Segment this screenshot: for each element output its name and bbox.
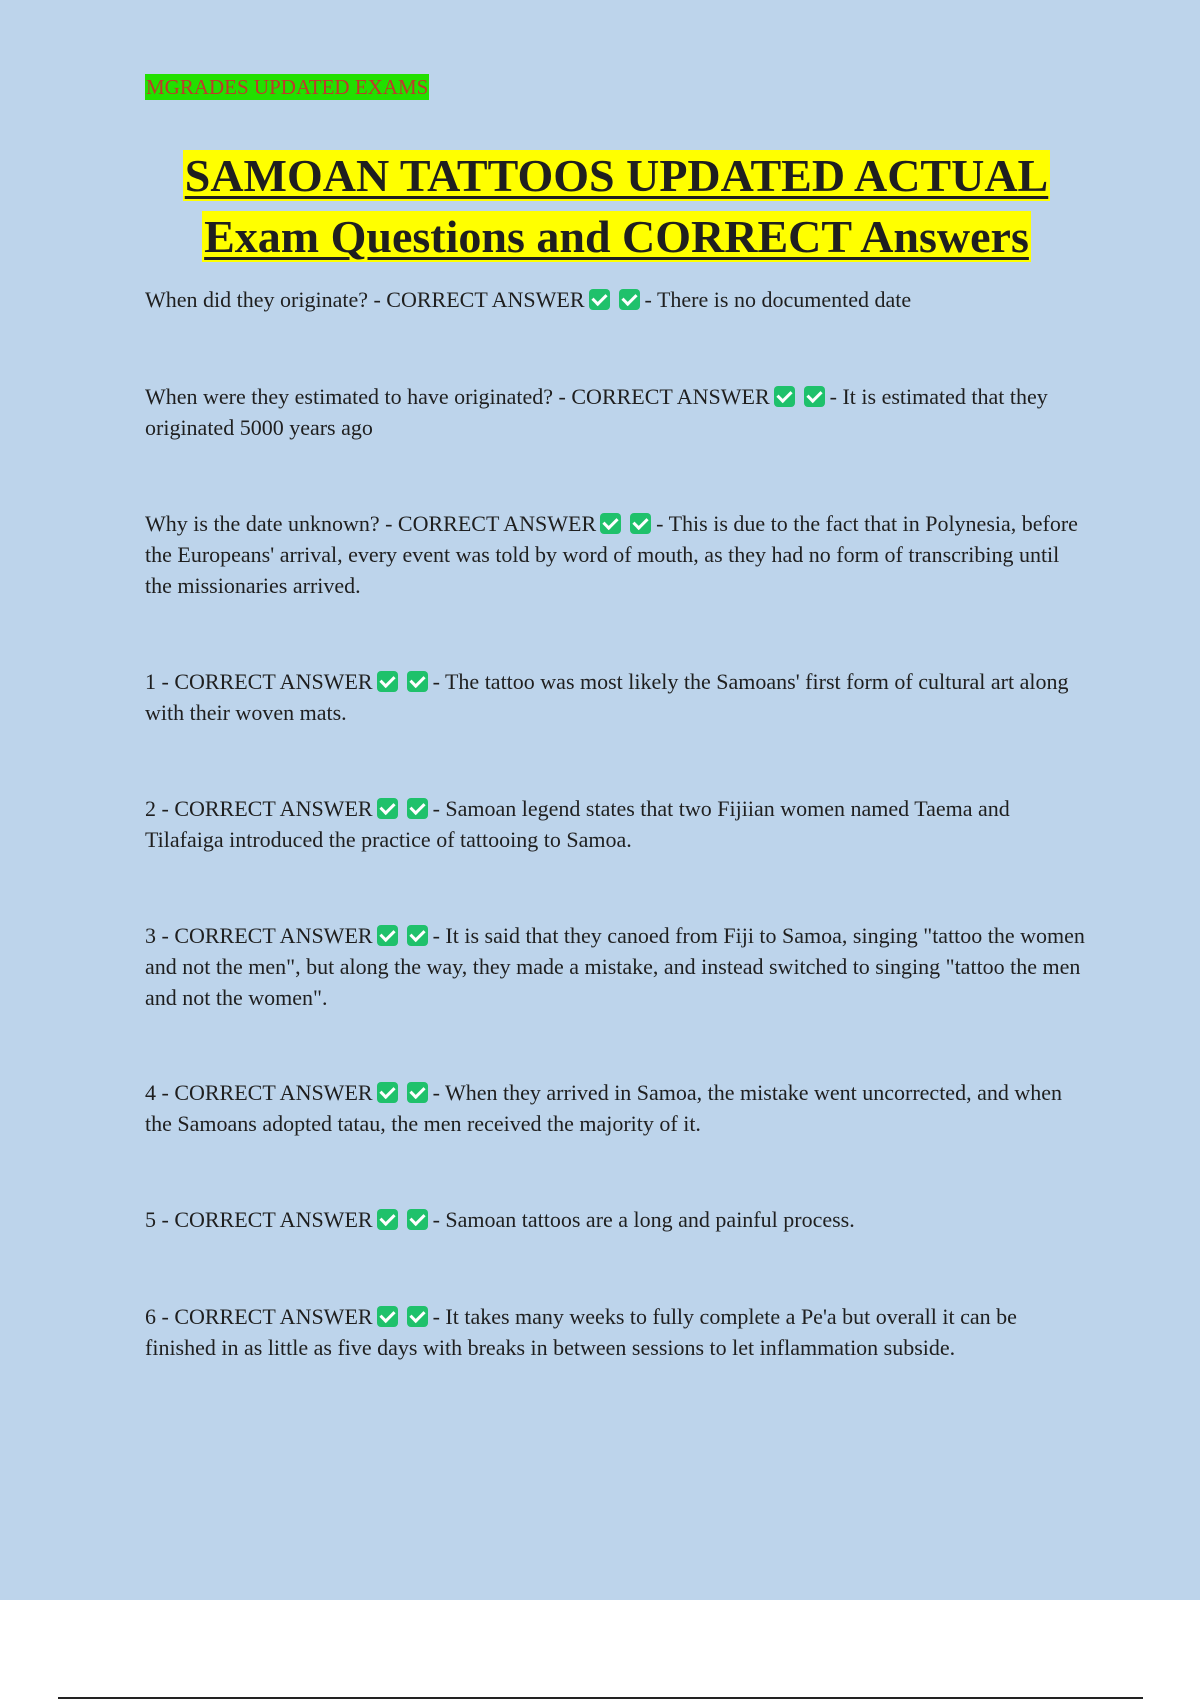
check-mark-icon xyxy=(377,925,398,946)
check-mark-icon xyxy=(407,1209,428,1230)
answer-text: - This is due to the fact that in Polynesia, before the Europeans' arrival, every event was told by word of mouth, as they had no form of transcribing until the missionaries arrived. xyxy=(145,511,1078,598)
check-mark-icon xyxy=(804,386,825,407)
qa-item xyxy=(145,508,1090,601)
qa-item xyxy=(145,284,1090,315)
check-mark-icon xyxy=(407,1306,428,1327)
check-mark-icon xyxy=(774,386,795,407)
check-mark-icon xyxy=(377,798,398,819)
title-line-1: SAMOAN TATTOOS UPDATED ACTUAL xyxy=(184,150,1049,201)
qa-item xyxy=(145,920,1090,1013)
check-mark-icon xyxy=(377,671,398,692)
check-mark-icon xyxy=(600,513,621,534)
qa-item xyxy=(145,1077,1090,1139)
check-mark-icon xyxy=(377,1082,398,1103)
check-mark-icon xyxy=(589,289,610,310)
question-text: 4 - CORRECT ANSWER xyxy=(145,1080,373,1105)
check-mark-icon xyxy=(630,513,651,534)
title-line-2: Exam Questions and CORRECT Answers xyxy=(204,211,1029,262)
question-text: Why is the date unknown? - CORRECT ANSWER xyxy=(145,511,597,536)
check-mark-icon xyxy=(407,1082,428,1103)
check-mark-icon xyxy=(619,289,640,310)
brand-label: MGRADES UPDATED EXAMS xyxy=(146,75,429,99)
qa-item xyxy=(145,793,1090,855)
footer-divider xyxy=(58,1697,1143,1699)
qa-item xyxy=(145,1204,1090,1235)
qa-item xyxy=(145,381,1090,443)
qa-item xyxy=(145,666,1090,728)
answer-text: - It takes many weeks to fully complete a Pe'a but overall it can be finished in as little as five days with breaks in between sessions to let inflammation subside. xyxy=(145,1304,1017,1360)
check-mark-icon xyxy=(407,925,428,946)
answer-text: - The tattoo was most likely the Samoans' first form of cultural art along with their woven mats. xyxy=(145,669,1069,725)
question-text: 5 - CORRECT ANSWER xyxy=(145,1207,373,1232)
check-mark-icon xyxy=(407,671,428,692)
question-text: 1 - CORRECT ANSWER xyxy=(145,669,373,694)
check-mark-icon xyxy=(407,798,428,819)
check-mark-icon xyxy=(377,1209,398,1230)
question-text: 2 - CORRECT ANSWER xyxy=(145,796,373,821)
answer-text: - It is estimated that they originated 5000 years ago xyxy=(145,384,1048,440)
question-text: When did they originate? - CORRECT ANSWER xyxy=(145,287,585,312)
answer-text: - When they arrived in Samoa, the mistake went uncorrected, and when the Samoans adopted tatau, the men received the majority of it. xyxy=(145,1080,1062,1136)
answer-text: - There is no documented date xyxy=(644,287,912,312)
answer-text: - Samoan legend states that two Fijiian women named Taema and Tilafaiga introduced the practice of tattooing to Samoa. xyxy=(145,796,1010,852)
check-mark-icon xyxy=(377,1306,398,1327)
question-text: 6 - CORRECT ANSWER xyxy=(145,1304,373,1329)
answer-text: - It is said that they canoed from Fiji to Samoa, singing "tattoo the women and not the men", but along the way, they made a mistake, and instead switched to singing "tattoo the men and not the women". xyxy=(145,923,1085,1010)
question-text: When were they estimated to have originated? - CORRECT ANSWER xyxy=(145,384,770,409)
qa-item xyxy=(145,1301,1090,1363)
question-text: 3 - CORRECT ANSWER xyxy=(145,923,373,948)
page-title xyxy=(120,145,1113,267)
answer-text: - Samoan tattoos are a long and painful process. xyxy=(432,1207,855,1232)
